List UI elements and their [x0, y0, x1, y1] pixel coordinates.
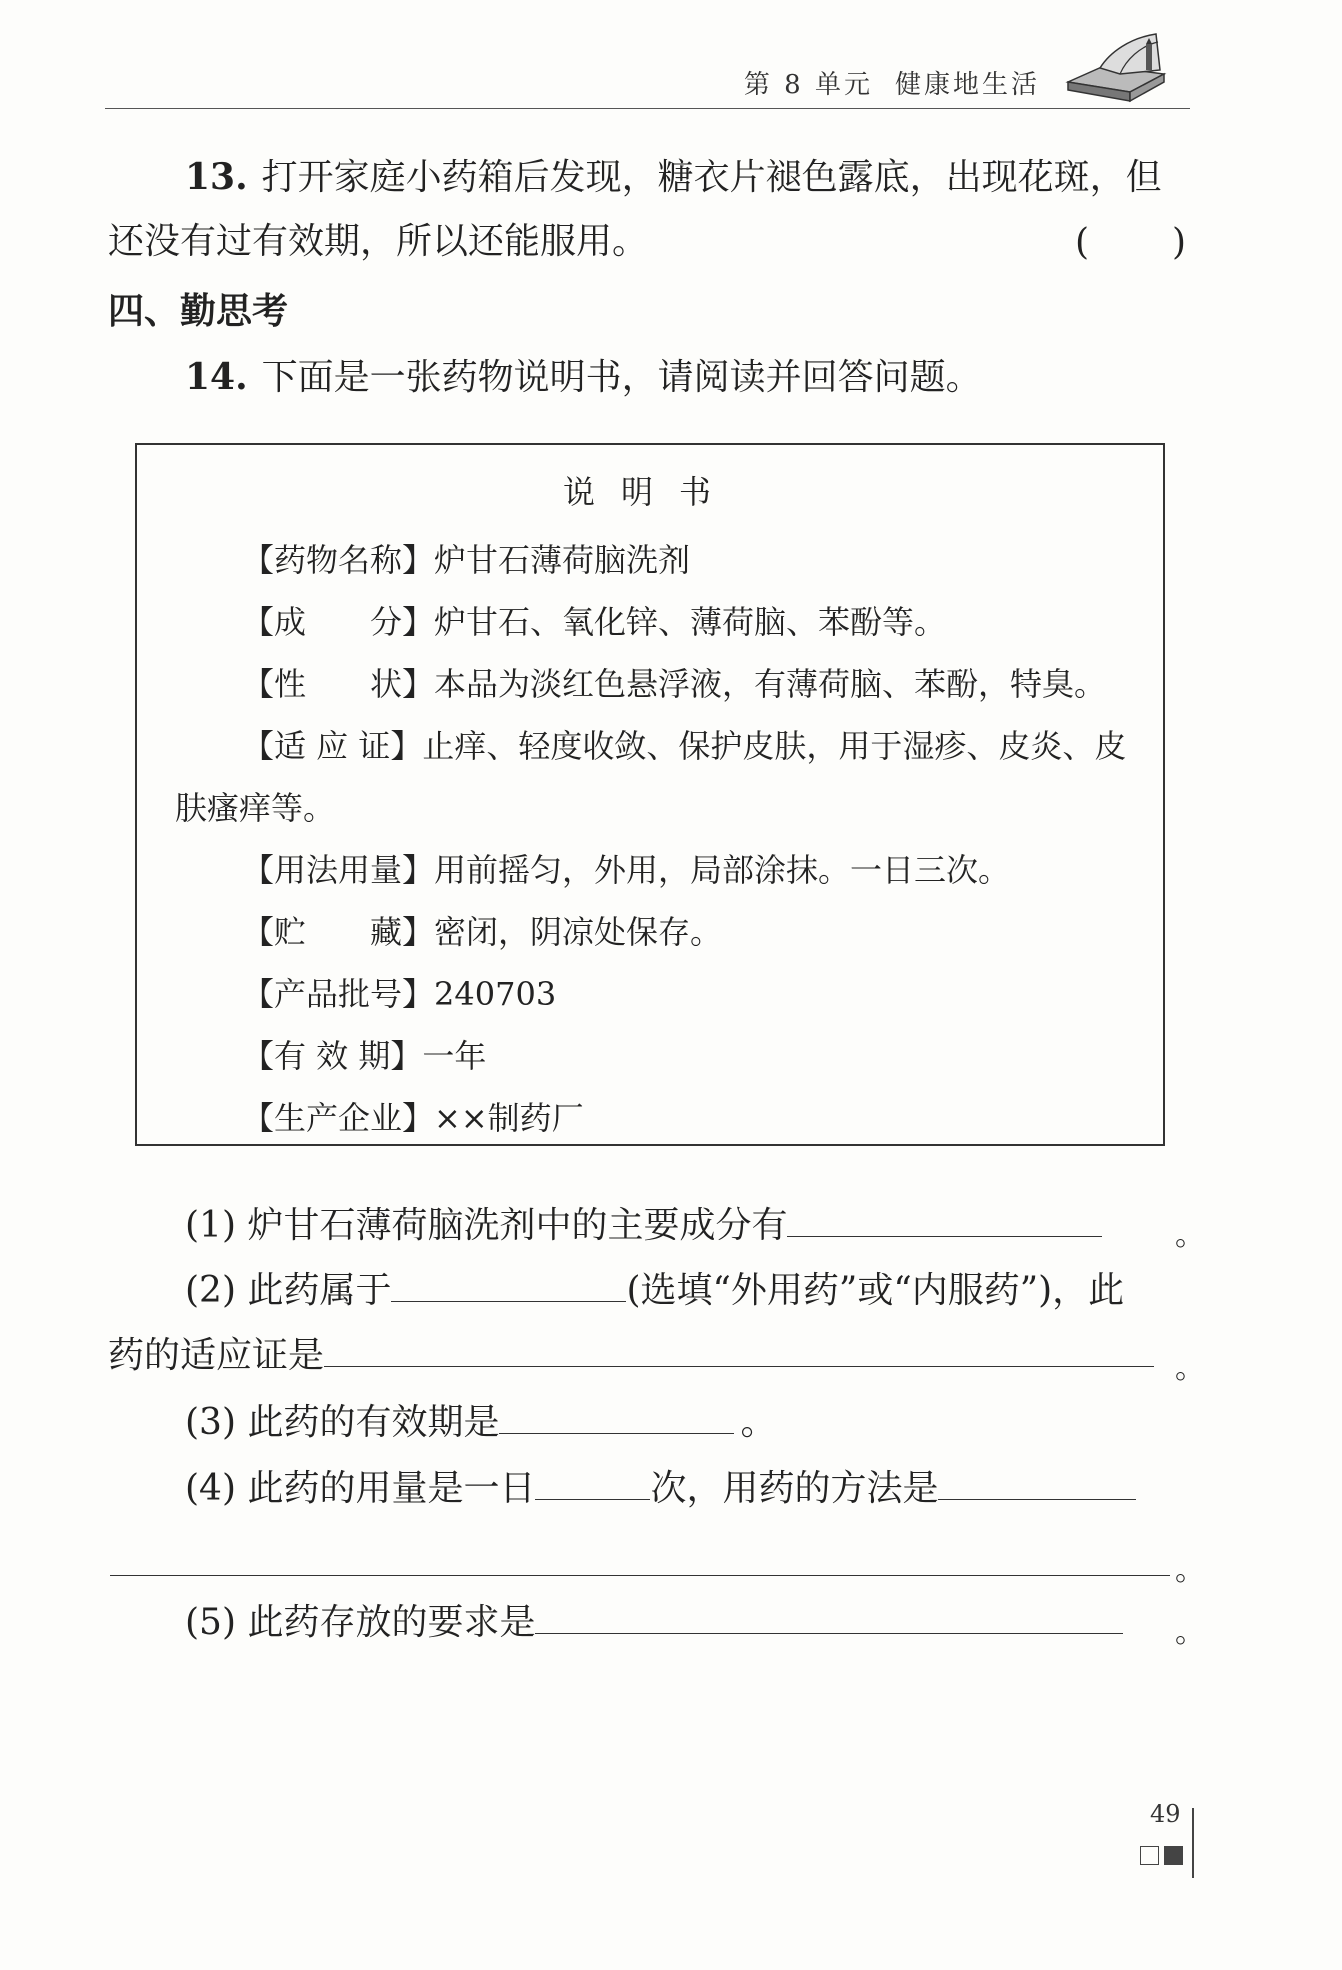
- sub-question-2-line-2-text: 药的适应证是: [108, 1335, 325, 1376]
- sub-question-4-text-b: 次，用药的方法是: [650, 1468, 939, 1509]
- leaflet-row-continuation: [175, 788, 335, 828]
- page-header: [105, 30, 1190, 112]
- leaflet-value: 本品为淡红色悬浮液，有薄荷脑、苯酚，特臭。: [434, 665, 1107, 703]
- leaflet-value: 炉甘石薄荷脑洗剂: [434, 541, 691, 579]
- answer-blank[interactable]: [938, 1463, 1136, 1500]
- period-mark: 。: [740, 1402, 777, 1443]
- period-mark: 。: [1175, 1351, 1205, 1386]
- leaflet-row: [242, 1098, 584, 1138]
- leaflet-row: [242, 726, 1126, 766]
- question-13-line-1: [185, 155, 1162, 200]
- leaflet-row: [242, 540, 690, 580]
- leaflet-label: 【成 分】: [242, 603, 435, 641]
- sub-question-2-text-a: 此药属于: [247, 1270, 392, 1311]
- filled-square-icon: [1164, 1846, 1183, 1865]
- leaflet-label: 【性 状】: [242, 665, 435, 703]
- sub-question-4-text-a: 此药的用量是一日: [247, 1468, 536, 1509]
- sub-question-2-number: (2): [185, 1270, 236, 1311]
- answer-blank[interactable]: [535, 1597, 1123, 1634]
- sub-question-5: [185, 1597, 1123, 1645]
- leaflet-label: 【产品批号】: [242, 975, 435, 1013]
- sub-question-1: [185, 1200, 1102, 1248]
- leaflet-row: [242, 1036, 486, 1076]
- leaflet-label: 【贮 藏】: [242, 913, 435, 951]
- page-corner-squares: [1140, 1846, 1186, 1868]
- period-mark: 。: [1175, 1553, 1205, 1588]
- sub-question-2-line-2: [108, 1330, 1154, 1378]
- leaflet-label: 【用法用量】: [242, 851, 435, 889]
- answer-blank[interactable]: [324, 1330, 1154, 1367]
- sub-question-1-text: 炉甘石薄荷脑洗剂中的主要成分有: [247, 1205, 788, 1246]
- period-mark: 。: [1175, 1615, 1205, 1650]
- header-topic: 健康地生活: [894, 70, 1040, 100]
- question-14-prompt: 下面是一张药物说明书，请阅读并回答问题。: [261, 357, 982, 398]
- answer-line[interactable]: [110, 1575, 1170, 1576]
- sub-question-4: [185, 1463, 1136, 1511]
- leaflet-row: [242, 602, 946, 642]
- sub-question-3-text: 此药的有效期是: [247, 1402, 500, 1443]
- sub-question-5-text: 此药存放的要求是: [247, 1602, 536, 1643]
- leaflet-row: [242, 850, 1010, 890]
- answer-blank[interactable]: [535, 1463, 650, 1500]
- answer-blank[interactable]: [499, 1397, 734, 1434]
- sub-question-3-number: (3): [185, 1402, 236, 1443]
- leaflet-value: 一年: [422, 1037, 487, 1075]
- leaflet-label: 【有 效 期】: [242, 1037, 423, 1075]
- medicine-leaflet: [135, 443, 1165, 1146]
- leaflet-value: 肤瘙痒等。: [175, 789, 336, 827]
- answer-blank[interactable]: [391, 1265, 626, 1302]
- sub-question-2-line-1: [185, 1265, 1124, 1313]
- question-13-line-2: 还没有过有效期，所以还能服用。: [108, 221, 649, 262]
- page-number: 49: [1150, 1800, 1181, 1828]
- sub-question-3: [185, 1397, 776, 1445]
- leaflet-row: [242, 664, 1106, 704]
- question-13-text-1: 打开家庭小药箱后发现，糖衣片褪色露底，出现花斑，但: [261, 157, 1162, 198]
- leaflet-value: 240703: [434, 975, 557, 1013]
- leaflet-value: 止痒、轻度收敛、保护皮肤，用于湿疹、皮炎、皮: [422, 727, 1127, 765]
- page-number-rule: [1192, 1808, 1194, 1878]
- leaflet-value: ××制药厂: [434, 1099, 584, 1137]
- answer-paren-open: (: [1075, 222, 1090, 263]
- leaflet-value: 密闭，阴凉处保存。: [434, 913, 723, 951]
- leaflet-row: [242, 974, 556, 1014]
- sub-question-1-number: (1): [185, 1205, 236, 1246]
- leaflet-label: 【适 应 证】: [242, 727, 423, 765]
- header-unit: 第 8 单元: [743, 70, 873, 100]
- sub-question-5-number: (5): [185, 1602, 236, 1643]
- leaflet-title: 说明书: [562, 473, 737, 511]
- answer-paren-close: ): [1172, 222, 1187, 263]
- book-stack-icon: [1060, 30, 1170, 106]
- section-title: 四、勤思考: [108, 291, 289, 332]
- empty-square-icon: [1140, 1846, 1159, 1865]
- sub-question-4-number: (4): [185, 1468, 236, 1509]
- answer-blank[interactable]: [787, 1200, 1102, 1237]
- sub-question-2-text-b: (选填“外用药”或“内服药”)，此: [626, 1270, 1125, 1311]
- question-14-number: 14.: [185, 356, 248, 398]
- header-rule: [105, 108, 1190, 109]
- leaflet-value: 炉甘石、氧化锌、薄荷脑、苯酚等。: [434, 603, 947, 641]
- leaflet-label: 【药物名称】: [242, 541, 435, 579]
- header-unit-label: [744, 64, 1040, 101]
- leaflet-label: 【生产企业】: [242, 1099, 435, 1137]
- question-13-number: 13.: [185, 156, 248, 198]
- question-14-line: [185, 355, 982, 400]
- leaflet-value: 用前摇匀，外用，局部涂抹。一日三次。: [434, 851, 1011, 889]
- leaflet-row: [242, 912, 722, 952]
- period-mark: 。: [1175, 1218, 1205, 1253]
